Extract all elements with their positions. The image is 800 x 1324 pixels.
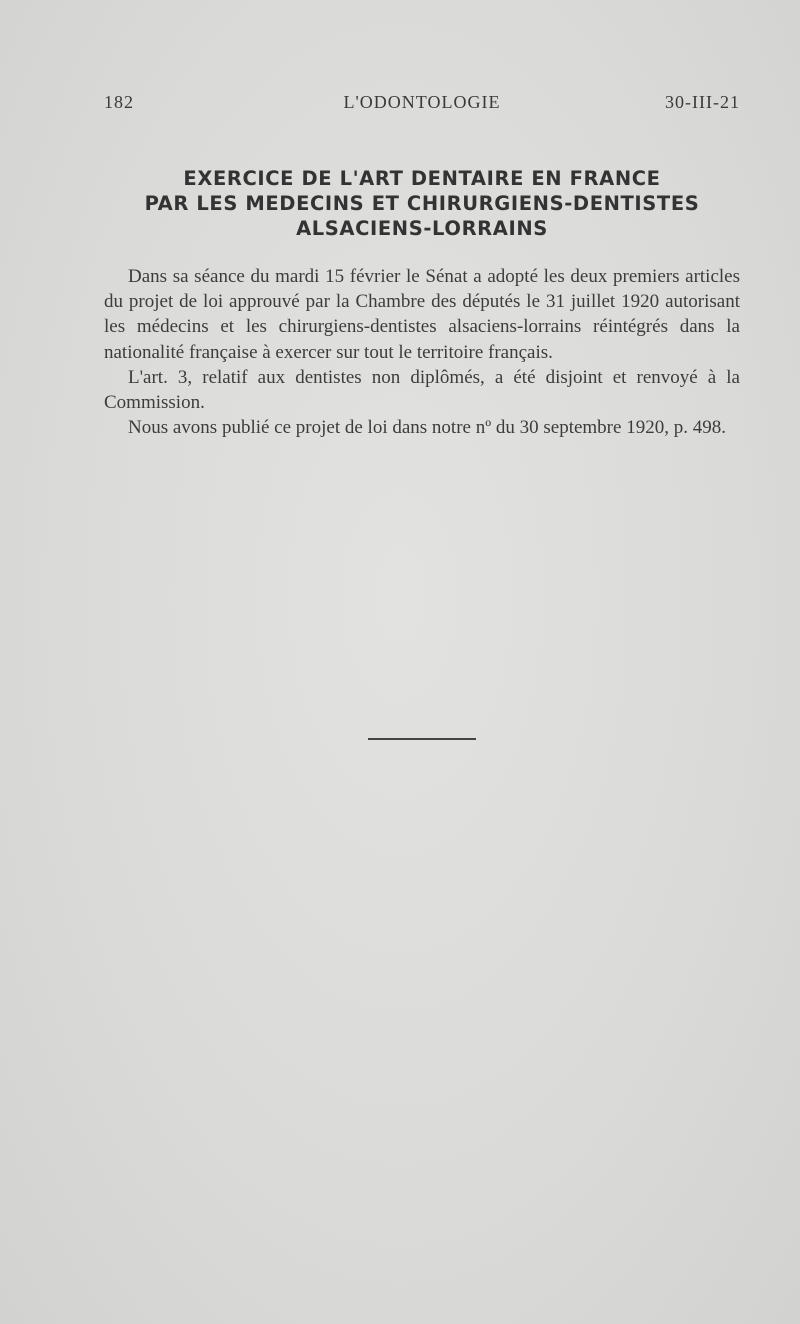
paragraph-senate-session: Dans sa séance du mardi 15 février le Sénat a adopté les deux premiers articles du projet de loi approuvé par la Chambre des députés le 31 juillet 1920 autorisant les médecins et les chirurgiens-dentistes alsaciens-lorrains réintégrés dans la nationalité française à exercer sur tout le territoire français. [104, 266, 740, 363]
title-line-2: PAR LES MEDECINS ET CHIRURGIENS-DENTISTES [144, 192, 700, 215]
paragraph-article-3: L'art. 3, relatif aux dentistes non diplômés, a été disjoint et renvoyé à la Commission. [104, 366, 740, 414]
paragraph-publication-note: Nous avons publié ce projet de loi dans notre nº du 30 septembre 1920, p. 498. [128, 417, 726, 439]
issue-date: 30-III-21 [665, 92, 740, 112]
article-body [104, 264, 740, 440]
title-line-1: EXERCICE DE L'ART DENTAIRE EN FRANCE [183, 167, 661, 190]
journal-title: L'ODONTOLOGIE [343, 92, 501, 112]
article-title [100, 166, 744, 241]
running-header [104, 92, 740, 122]
page-number: 182 [104, 92, 134, 112]
section-divider [368, 738, 476, 740]
title-line-3: ALSACIENS-LORRAINS [296, 217, 548, 240]
